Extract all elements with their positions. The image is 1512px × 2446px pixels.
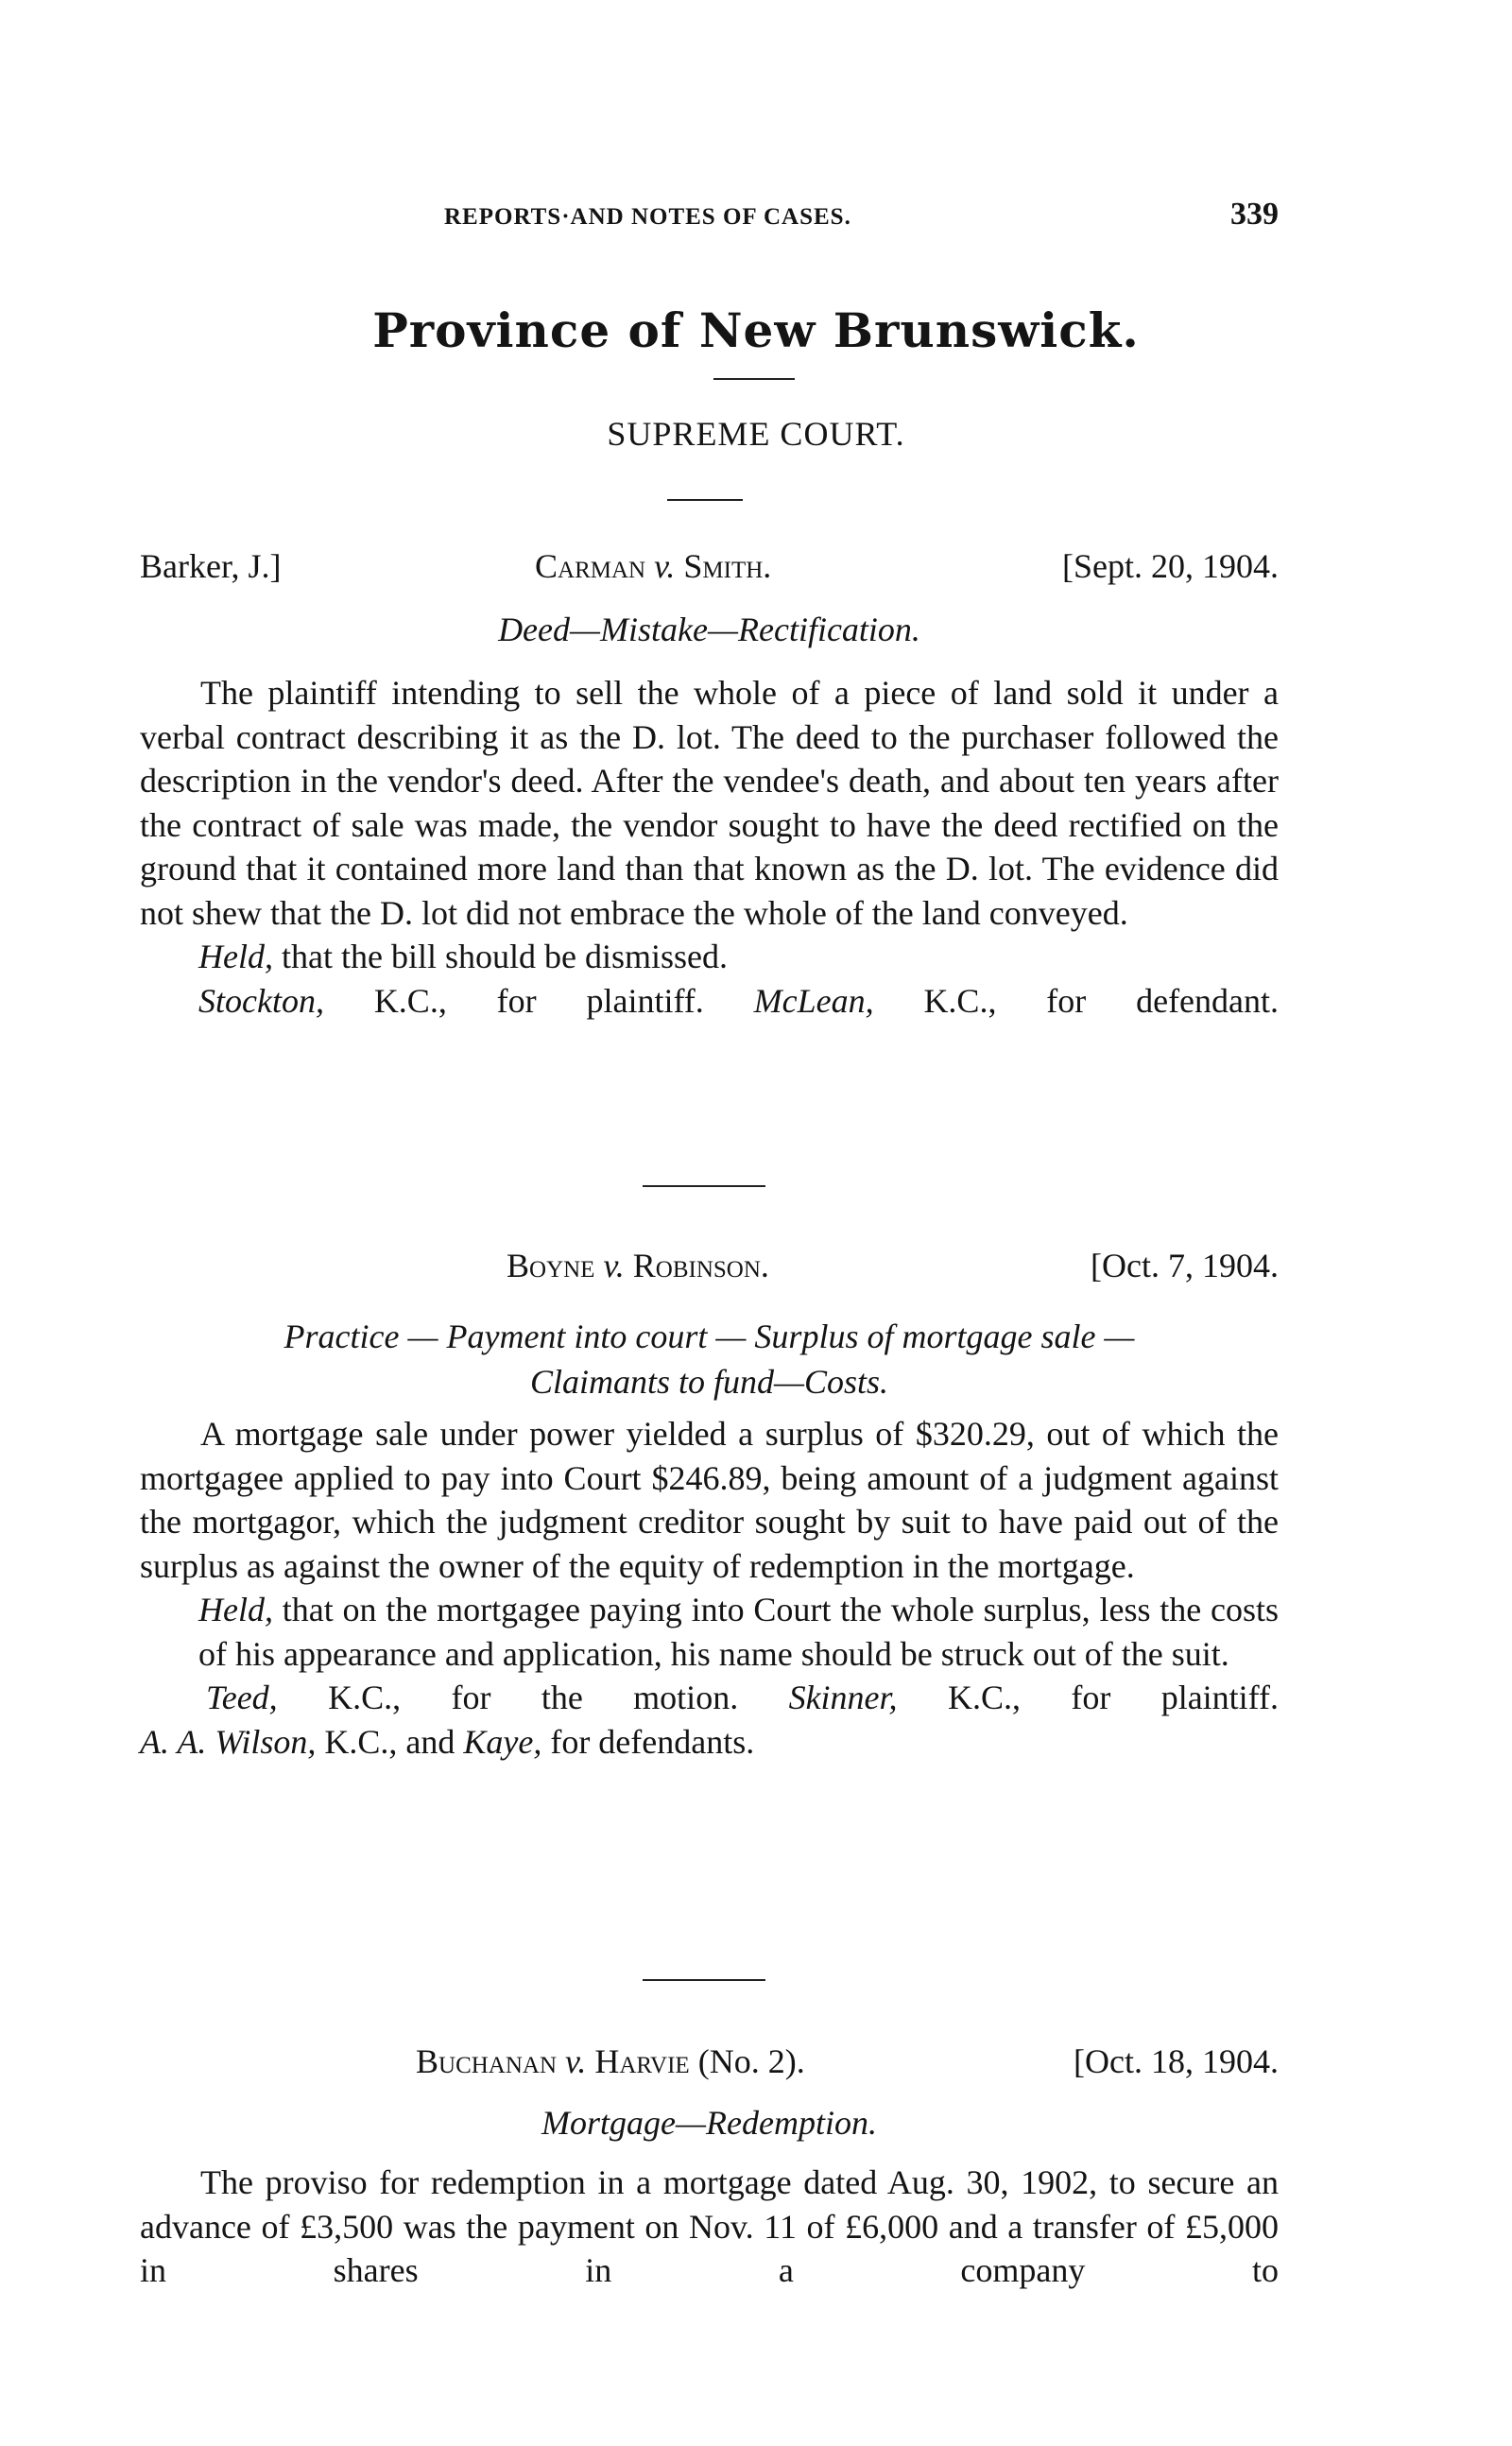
counsel-name: A. A. Wilson,: [140, 1722, 317, 1761]
versus: v.: [565, 2042, 587, 2080]
case-holding: [140, 935, 1279, 979]
divider: [713, 378, 795, 380]
court-heading: SUPREME COURT.: [607, 415, 905, 453]
divider: [667, 499, 743, 501]
page-header: [140, 197, 1279, 233]
province-heading: Province of New Brunswick.: [372, 302, 1140, 358]
topic-line: Claimants to fund—Costs.: [529, 1363, 889, 1401]
counsel-role: K.C., for plaintiff.: [947, 1679, 1280, 1716]
held-text: that on the mortgagee paying into Court the whole surplus, less the costs of his appearance and application, his name should be struck out of the suit.: [198, 1591, 1280, 1673]
case-counsel: [140, 1676, 1279, 1720]
versus: v.: [603, 1247, 625, 1284]
party-defendant: Smith.: [683, 547, 772, 585]
held-label: Held,: [198, 1591, 273, 1628]
counsel-name: McLean,: [753, 981, 874, 1020]
case-header: [140, 1246, 1279, 1293]
case-date: [Sept. 20, 1904.: [1062, 547, 1279, 585]
party-defendant: Robinson.: [632, 1247, 769, 1284]
case-counsel: [140, 1720, 1279, 1765]
case-body: [140, 671, 1279, 1023]
case-date: [Oct. 18, 1904.: [1074, 2042, 1279, 2080]
case-body: [140, 1412, 1279, 1764]
case-summary: The proviso for redemption in a mortgage dated Aug. 30, 1902, to secure an advance of £3,500 was the payment on Nov. 11 of £6,000 and a transfer of £5,000 in shares in a company to: [140, 2163, 1279, 2289]
case-holding: [140, 1588, 1279, 1676]
case-title: [507, 1246, 769, 1285]
counsel-name: Kaye,: [463, 1722, 542, 1761]
counsel-role: K.C., for plaintiff.: [373, 981, 704, 1020]
counsel-role: K.C., for the motion.: [328, 1679, 739, 1716]
case-counsel: [140, 979, 1279, 1024]
held-label: Held,: [198, 938, 273, 975]
party-defendant: Harvie: [594, 2042, 690, 2080]
case-title: [416, 2041, 805, 2081]
case-topic: Mortgage—Redemption.: [541, 2104, 877, 2142]
case-summary: The plaintiff intending to sell the whole of a piece of land sold it under a verbal contract describing it as the D. lot. The deed to the purchaser followed the description in the vendor's deed. After the vendee's death, and about ten years after the contract of sale was made, the vendor sought to have the deed rectified on the ground that it contained more land than that known as the D. lot. The evidence did not shew that the D. lot did not embrace the whole of the land conveyed.: [140, 674, 1279, 932]
counsel-name: Teed,: [206, 1679, 278, 1716]
party-plaintiff: Buchanan: [416, 2042, 558, 2080]
case-title: [535, 546, 771, 586]
case-header: [140, 2041, 1279, 2089]
case-date: [Oct. 7, 1904.: [1091, 1247, 1279, 1284]
topic-line: Practice — Payment into court — Surplus of mortgage sale —: [284, 1318, 1135, 1355]
judge-name: Barker, J.]: [140, 547, 282, 585]
case-summary: A mortgage sale under power yielded a surplus of $320.29, out of which the mortgagee applied to pay into Court $246.89, being amount of a judgment against the mortgagor, which the judgment creditor sought by suit to have paid out of the surplus as against the owner of the equity of redemption in the mortgage.: [140, 1415, 1279, 1585]
versus: v.: [654, 547, 676, 585]
divider: [643, 1185, 765, 1187]
page-number: 339: [1230, 197, 1279, 232]
held-text: that the bill should be dismissed.: [281, 938, 728, 975]
case-topic: Deed—Mistake—Rectification.: [498, 611, 920, 648]
counsel-name: Stockton,: [198, 981, 324, 1020]
case-header: [140, 546, 1279, 594]
running-head: REPORTS·AND NOTES OF CASES.: [444, 204, 851, 230]
party-plaintiff: Carman: [535, 547, 646, 585]
counsel-role: for defendants.: [550, 1722, 755, 1761]
case-topic: [140, 1314, 1279, 1404]
divider: [643, 1979, 765, 1981]
counsel-role: K.C., and: [324, 1722, 455, 1761]
counsel-name: Skinner,: [788, 1679, 898, 1716]
counsel-role: K.C., for defendant.: [923, 981, 1280, 1020]
case-body: [140, 2161, 1279, 2293]
party-plaintiff: Boyne: [507, 1247, 595, 1284]
case-number: (No. 2).: [697, 2042, 805, 2080]
